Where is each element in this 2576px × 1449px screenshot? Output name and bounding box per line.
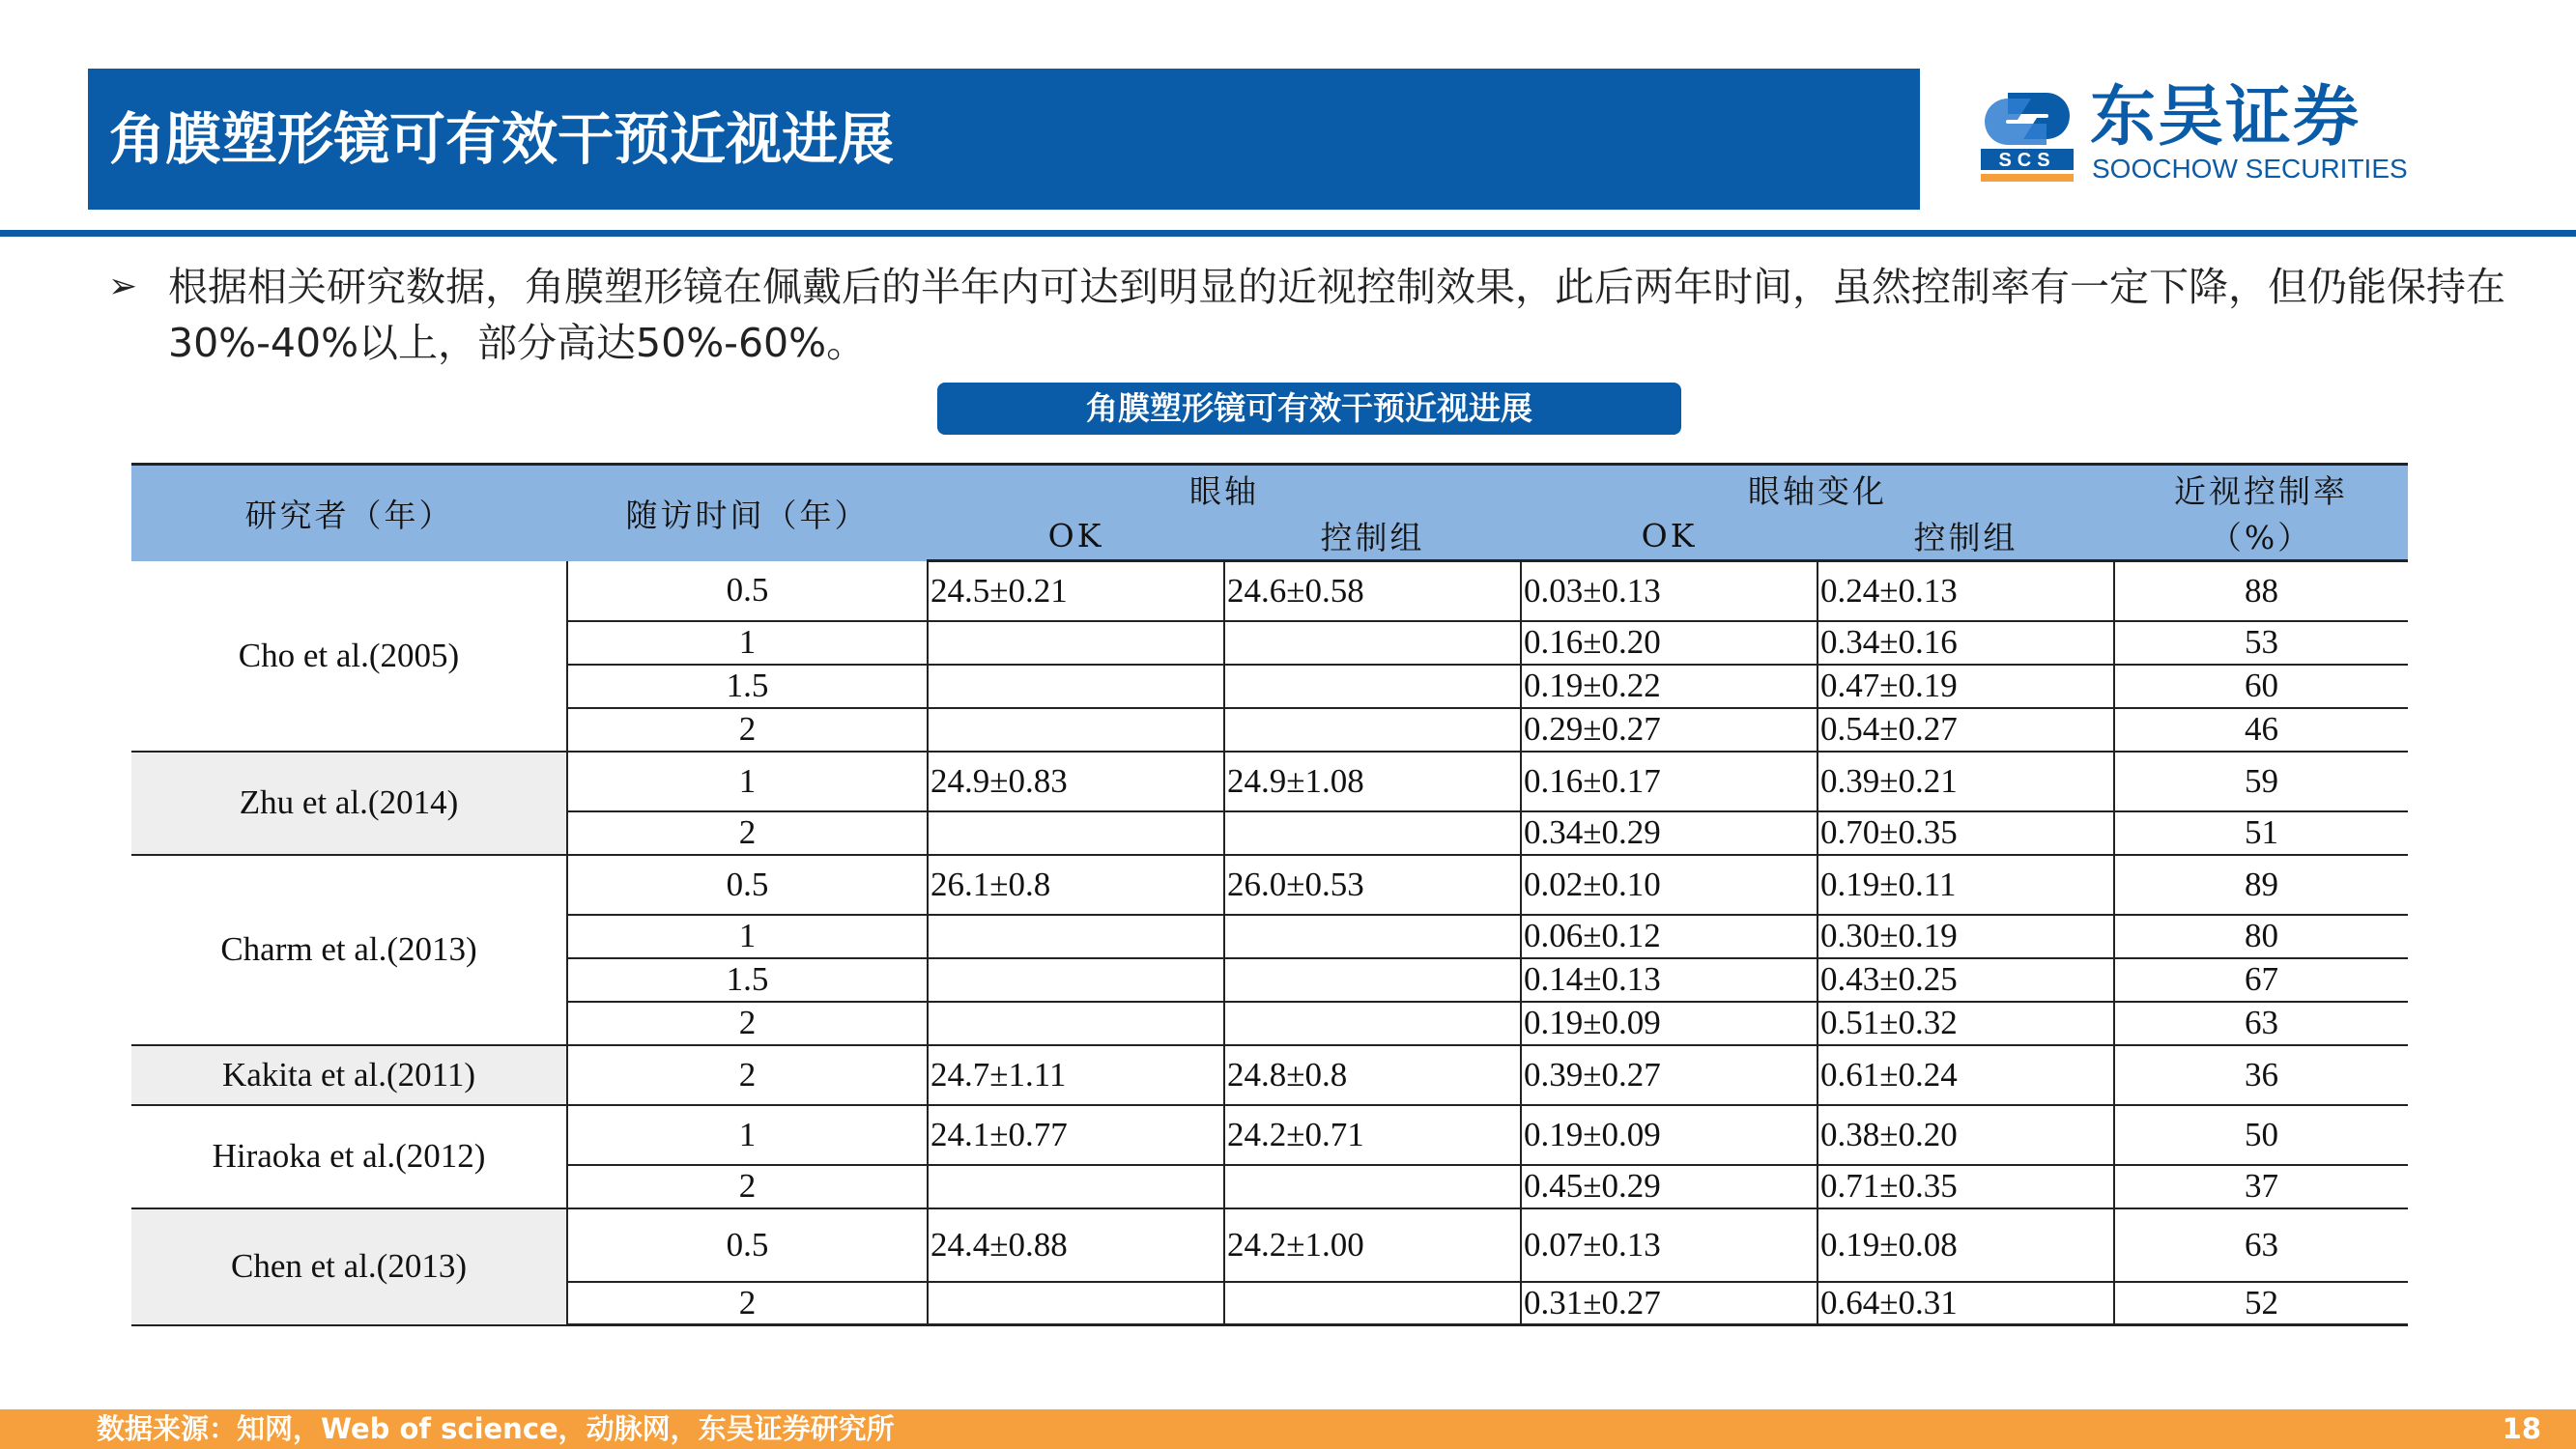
control-axial-cell: 24.6±0.58	[1224, 561, 1521, 621]
control-axial-cell: 26.0±0.53	[1224, 855, 1521, 915]
table-row	[131, 1105, 2408, 1165]
followup-cell: 2	[567, 1002, 928, 1045]
study-table	[131, 463, 2408, 1326]
title-bar	[88, 69, 1920, 210]
followup-cell: 1	[567, 915, 928, 958]
control-change-cell: 0.24±0.13	[1818, 561, 2114, 621]
table-row	[131, 561, 2408, 621]
study-cell: Zhu et al.(2014)	[131, 752, 567, 855]
control-axial-cell: 24.2±0.71	[1224, 1105, 1521, 1165]
ok-change-cell: 0.19±0.09	[1521, 1002, 1818, 1045]
control-change-cell: 0.39±0.21	[1818, 752, 2114, 811]
followup-cell: 1.5	[567, 665, 928, 708]
control-axial-cell	[1224, 1282, 1521, 1325]
ok-axial-cell	[928, 665, 1224, 708]
study-cell: Hiraoka et al.(2012)	[131, 1105, 567, 1208]
svg-text:SCS: SCS	[1998, 150, 2056, 171]
control-change-cell: 0.19±0.11	[1818, 855, 2114, 915]
data-source: 数据来源：知网，Web of science，动脉网，东吴证券研究所	[97, 1412, 895, 1445]
control-change-cell: 0.19±0.08	[1818, 1208, 2114, 1282]
control-rate-cell: 50	[2114, 1105, 2408, 1165]
followup-cell: 0.5	[567, 561, 928, 621]
control-axial-cell	[1224, 621, 1521, 665]
header-control: 控制组	[1818, 513, 2114, 561]
control-change-cell: 0.70±0.35	[1818, 811, 2114, 855]
control-change-cell: 0.51±0.32	[1818, 1002, 2114, 1045]
control-rate-cell: 59	[2114, 752, 2408, 811]
control-rate-cell: 51	[2114, 811, 2408, 855]
ok-axial-cell: 26.1±0.8	[928, 855, 1224, 915]
control-rate-cell: 53	[2114, 621, 2408, 665]
control-rate-cell: 37	[2114, 1165, 2408, 1208]
control-rate-cell: 46	[2114, 708, 2408, 752]
control-rate-cell: 36	[2114, 1045, 2408, 1105]
scs-logo-icon	[1979, 85, 2075, 185]
ok-change-cell: 0.03±0.13	[1521, 561, 1818, 621]
control-rate-cell: 63	[2114, 1208, 2408, 1282]
ok-axial-cell: 24.7±1.11	[928, 1045, 1224, 1105]
ok-axial-cell	[928, 811, 1224, 855]
control-axial-cell	[1224, 811, 1521, 855]
followup-cell: 2	[567, 1045, 928, 1105]
control-change-cell: 0.38±0.20	[1818, 1105, 2114, 1165]
header-ok: OK	[1521, 513, 1818, 561]
control-change-cell: 0.30±0.19	[1818, 915, 2114, 958]
followup-cell: 2	[567, 811, 928, 855]
control-change-cell: 0.71±0.35	[1818, 1165, 2114, 1208]
ok-change-cell: 0.07±0.13	[1521, 1208, 1818, 1282]
study-cell: Kakita et al.(2011)	[131, 1045, 567, 1105]
header-control: 控制组	[1224, 513, 1521, 561]
header-control-rate-unit: （%）	[2114, 513, 2408, 561]
header-control-rate: 近视控制率	[2114, 465, 2408, 513]
ok-axial-cell	[928, 1282, 1224, 1325]
control-change-cell: 0.64±0.31	[1818, 1282, 2114, 1325]
ok-axial-cell: 24.5±0.21	[928, 561, 1224, 621]
control-change-cell: 0.54±0.27	[1818, 708, 2114, 752]
followup-cell: 1	[567, 1105, 928, 1165]
ok-change-cell: 0.16±0.20	[1521, 621, 1818, 665]
logo-english-name: SOOCHOW SECURITIES	[2092, 154, 2408, 184]
ok-change-cell: 0.02±0.10	[1521, 855, 1818, 915]
control-rate-cell: 63	[2114, 1002, 2408, 1045]
ok-axial-cell	[928, 621, 1224, 665]
control-axial-cell	[1224, 1002, 1521, 1045]
header-axial: 眼轴	[928, 465, 1521, 513]
control-rate-cell: 60	[2114, 665, 2408, 708]
control-axial-cell	[1224, 1165, 1521, 1208]
control-change-cell: 0.43±0.25	[1818, 958, 2114, 1002]
control-rate-cell: 52	[2114, 1282, 2408, 1325]
bullet-text: 根据相关研究数据，角膜塑形镜在佩戴后的半年内可达到明显的近视控制效果，此后两年时间，虽然控制率有一定下降，但仍能保持在30%-40%以上，部分高达50%-60%。	[168, 264, 2505, 366]
control-axial-cell	[1224, 665, 1521, 708]
arrow-bullet-icon: ➢	[108, 267, 138, 306]
ok-change-cell: 0.19±0.22	[1521, 665, 1818, 708]
study-cell: Chen et al.(2013)	[131, 1208, 567, 1325]
control-axial-cell: 24.8±0.8	[1224, 1045, 1521, 1105]
study-cell: Charm et al.(2013)	[131, 855, 567, 1045]
ok-axial-cell	[928, 1165, 1224, 1208]
table-row	[131, 1045, 2408, 1105]
ok-axial-cell: 24.4±0.88	[928, 1208, 1224, 1282]
ok-change-cell: 0.34±0.29	[1521, 811, 1818, 855]
control-rate-cell: 80	[2114, 915, 2408, 958]
ok-axial-cell	[928, 1002, 1224, 1045]
ok-change-cell: 0.39±0.27	[1521, 1045, 1818, 1105]
table-row	[131, 855, 2408, 915]
page-number: 18	[2502, 1412, 2541, 1445]
table-row	[131, 1208, 2408, 1282]
logo-chinese-name: 东吴证券	[2090, 79, 2361, 156]
ok-change-cell: 0.14±0.13	[1521, 958, 1818, 1002]
followup-cell: 0.5	[567, 1208, 928, 1282]
company-logo	[1979, 81, 2423, 187]
study-cell: Cho et al.(2005)	[131, 561, 567, 752]
ok-axial-cell: 24.1±0.77	[928, 1105, 1224, 1165]
table-caption: 角膜塑形镜可有效干预近视进展	[937, 383, 1681, 435]
control-axial-cell: 24.2±1.00	[1224, 1208, 1521, 1282]
control-axial-cell	[1224, 915, 1521, 958]
header-divider	[0, 230, 2576, 237]
table-body	[131, 561, 2408, 1325]
control-axial-cell	[1224, 708, 1521, 752]
followup-cell: 2	[567, 708, 928, 752]
followup-cell: 2	[567, 1165, 928, 1208]
followup-cell: 0.5	[567, 855, 928, 915]
followup-cell: 1	[567, 621, 928, 665]
header-researcher: 研究者（年）	[131, 465, 567, 561]
ok-change-cell: 0.19±0.09	[1521, 1105, 1818, 1165]
ok-axial-cell	[928, 915, 1224, 958]
followup-cell: 1	[567, 752, 928, 811]
page-title: 角膜塑形镜可有效干预近视进展	[109, 106, 895, 172]
control-change-cell: 0.34±0.16	[1818, 621, 2114, 665]
footer-bar	[0, 1409, 2576, 1449]
table-row	[131, 752, 2408, 811]
control-rate-cell: 89	[2114, 855, 2408, 915]
ok-axial-cell	[928, 708, 1224, 752]
ok-change-cell: 0.16±0.17	[1521, 752, 1818, 811]
ok-change-cell: 0.29±0.27	[1521, 708, 1818, 752]
followup-cell: 2	[567, 1282, 928, 1325]
header-followup: 随访时间（年）	[567, 465, 928, 561]
control-rate-cell: 88	[2114, 561, 2408, 621]
control-change-cell: 0.61±0.24	[1818, 1045, 2114, 1105]
ok-change-cell: 0.45±0.29	[1521, 1165, 1818, 1208]
control-rate-cell: 67	[2114, 958, 2408, 1002]
ok-change-cell: 0.31±0.27	[1521, 1282, 1818, 1325]
followup-cell: 1.5	[567, 958, 928, 1002]
ok-axial-cell: 24.9±0.83	[928, 752, 1224, 811]
header-axial-change: 眼轴变化	[1521, 465, 2114, 513]
control-axial-cell	[1224, 958, 1521, 1002]
control-axial-cell: 24.9±1.08	[1224, 752, 1521, 811]
control-change-cell: 0.47±0.19	[1818, 665, 2114, 708]
header-ok: OK	[928, 513, 1224, 561]
ok-axial-cell	[928, 958, 1224, 1002]
ok-change-cell: 0.06±0.12	[1521, 915, 1818, 958]
